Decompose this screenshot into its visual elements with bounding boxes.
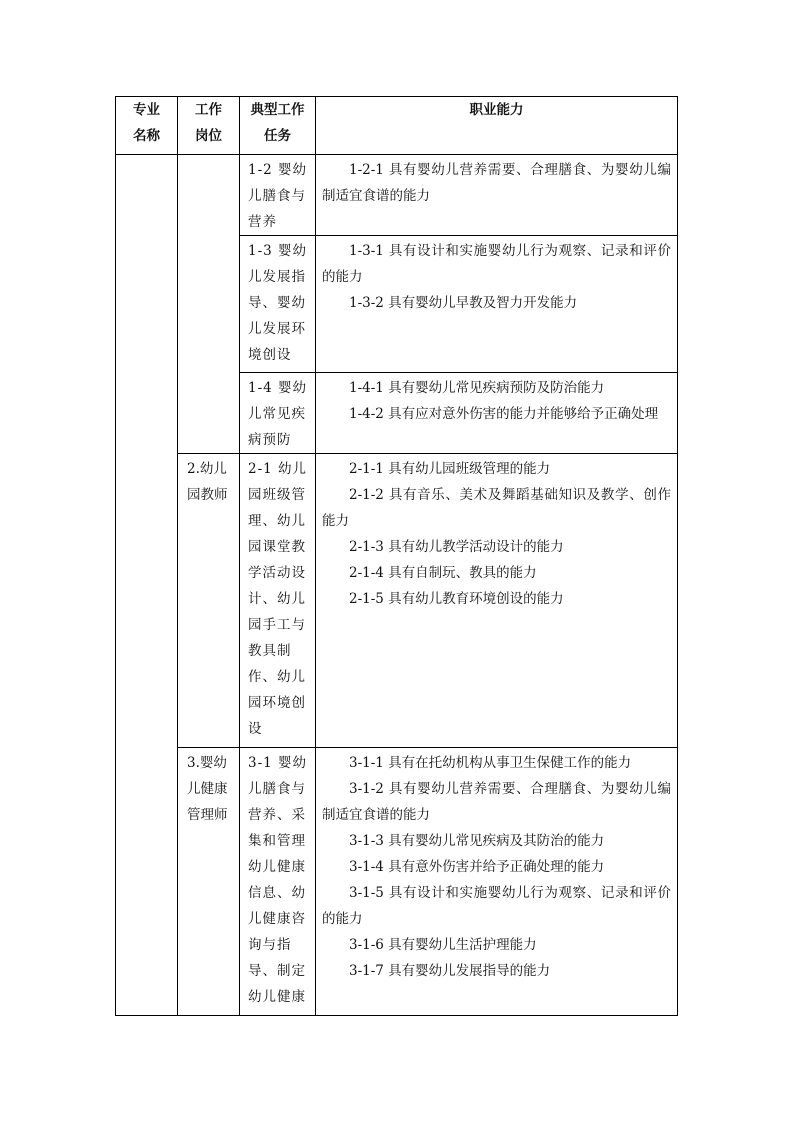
- task-cell: 1-4 婴幼儿常见疾病预防: [240, 373, 316, 454]
- header-row: [116, 97, 678, 155]
- ability-item: 3-1-1 具有在托幼机构从事卫生保健工作的能力: [349, 755, 632, 771]
- ability-item: 1-2-1 具有婴幼儿营养需要、合理膳食、为婴幼儿编制适宜食谱的能力: [322, 162, 671, 204]
- ability-item: 1-4-1 具有婴幼儿常见疾病预防及防治能力: [349, 380, 605, 396]
- table-row: [116, 454, 678, 748]
- header-post: 工作 岗位: [178, 97, 240, 155]
- ability-item: 3-1-7 具有婴幼儿发展指导的能力: [349, 963, 551, 979]
- task-cell: 1-2 婴幼儿膳食与营养: [240, 155, 316, 236]
- major-name-cell: [116, 155, 178, 1016]
- competency-table: [115, 96, 678, 1016]
- ability-cell: [316, 748, 678, 1016]
- ability-item: 3-1-6 具有婴幼儿生活护理能力: [349, 937, 537, 953]
- post-cell: 3.婴幼儿健康管理师: [178, 748, 240, 1016]
- header-major: 专业 名称: [116, 97, 178, 155]
- task-cell: 3-1 婴幼儿膳食与营养、采集和管理幼儿健康信息、幼儿健康咨询与指导、制定幼儿健康: [240, 748, 316, 1016]
- ability-item: 1-3-1 具有设计和实施婴幼儿行为观察、记录和评价的能力: [322, 243, 671, 285]
- post-cell: 2.幼儿园教师: [178, 454, 240, 748]
- ability-item: 1-3-2 具有婴幼儿早教及智力开发能力: [349, 295, 578, 311]
- table-row: [116, 155, 678, 236]
- ability-item: 3-1-3 具有婴幼儿常见疾病及其防治的能力: [349, 833, 605, 849]
- ability-cell: [316, 155, 678, 236]
- ability-item: 3-1-4 具有意外伤害并给予正确处理的能力: [349, 859, 605, 875]
- ability-item: 3-1-5 具有设计和实施婴幼儿行为观察、记录和评价的能力: [322, 885, 671, 927]
- ability-item: 2-1-3 具有幼儿教学活动设计的能力: [349, 539, 564, 555]
- ability-cell: [316, 454, 678, 748]
- ability-cell: [316, 236, 678, 373]
- ability-item: 2-1-5 具有幼儿教育环境创设的能力: [349, 591, 564, 607]
- task-cell: 1-3 婴幼儿发展指导、婴幼儿发展环境创设: [240, 236, 316, 373]
- ability-item: 2-1-1 具有幼儿园班级管理的能力: [349, 461, 551, 477]
- ability-item: 2-1-4 具有自制玩、教具的能力: [349, 565, 537, 581]
- post-cell: [178, 155, 240, 454]
- ability-item: 3-1-2 具有婴幼儿营养需要、合理膳食、为婴幼儿编制适宜食谱的能力: [322, 781, 671, 823]
- ability-item: 1-4-2 具有应对意外伤害的能力并能够给予正确处理: [349, 406, 659, 422]
- ability-cell: [316, 373, 678, 454]
- table-row: [116, 748, 678, 1016]
- header-task: 典型工作 任务: [240, 97, 316, 155]
- ability-item: 2-1-2 具有音乐、美术及舞蹈基础知识及教学、创作能力: [322, 487, 671, 529]
- task-cell: 2-1 幼儿园班级管理、幼儿园课堂教学活动设计、幼儿园手工与教具制作、幼儿园环境创设: [240, 454, 316, 748]
- header-ability: 职业能力: [316, 97, 678, 155]
